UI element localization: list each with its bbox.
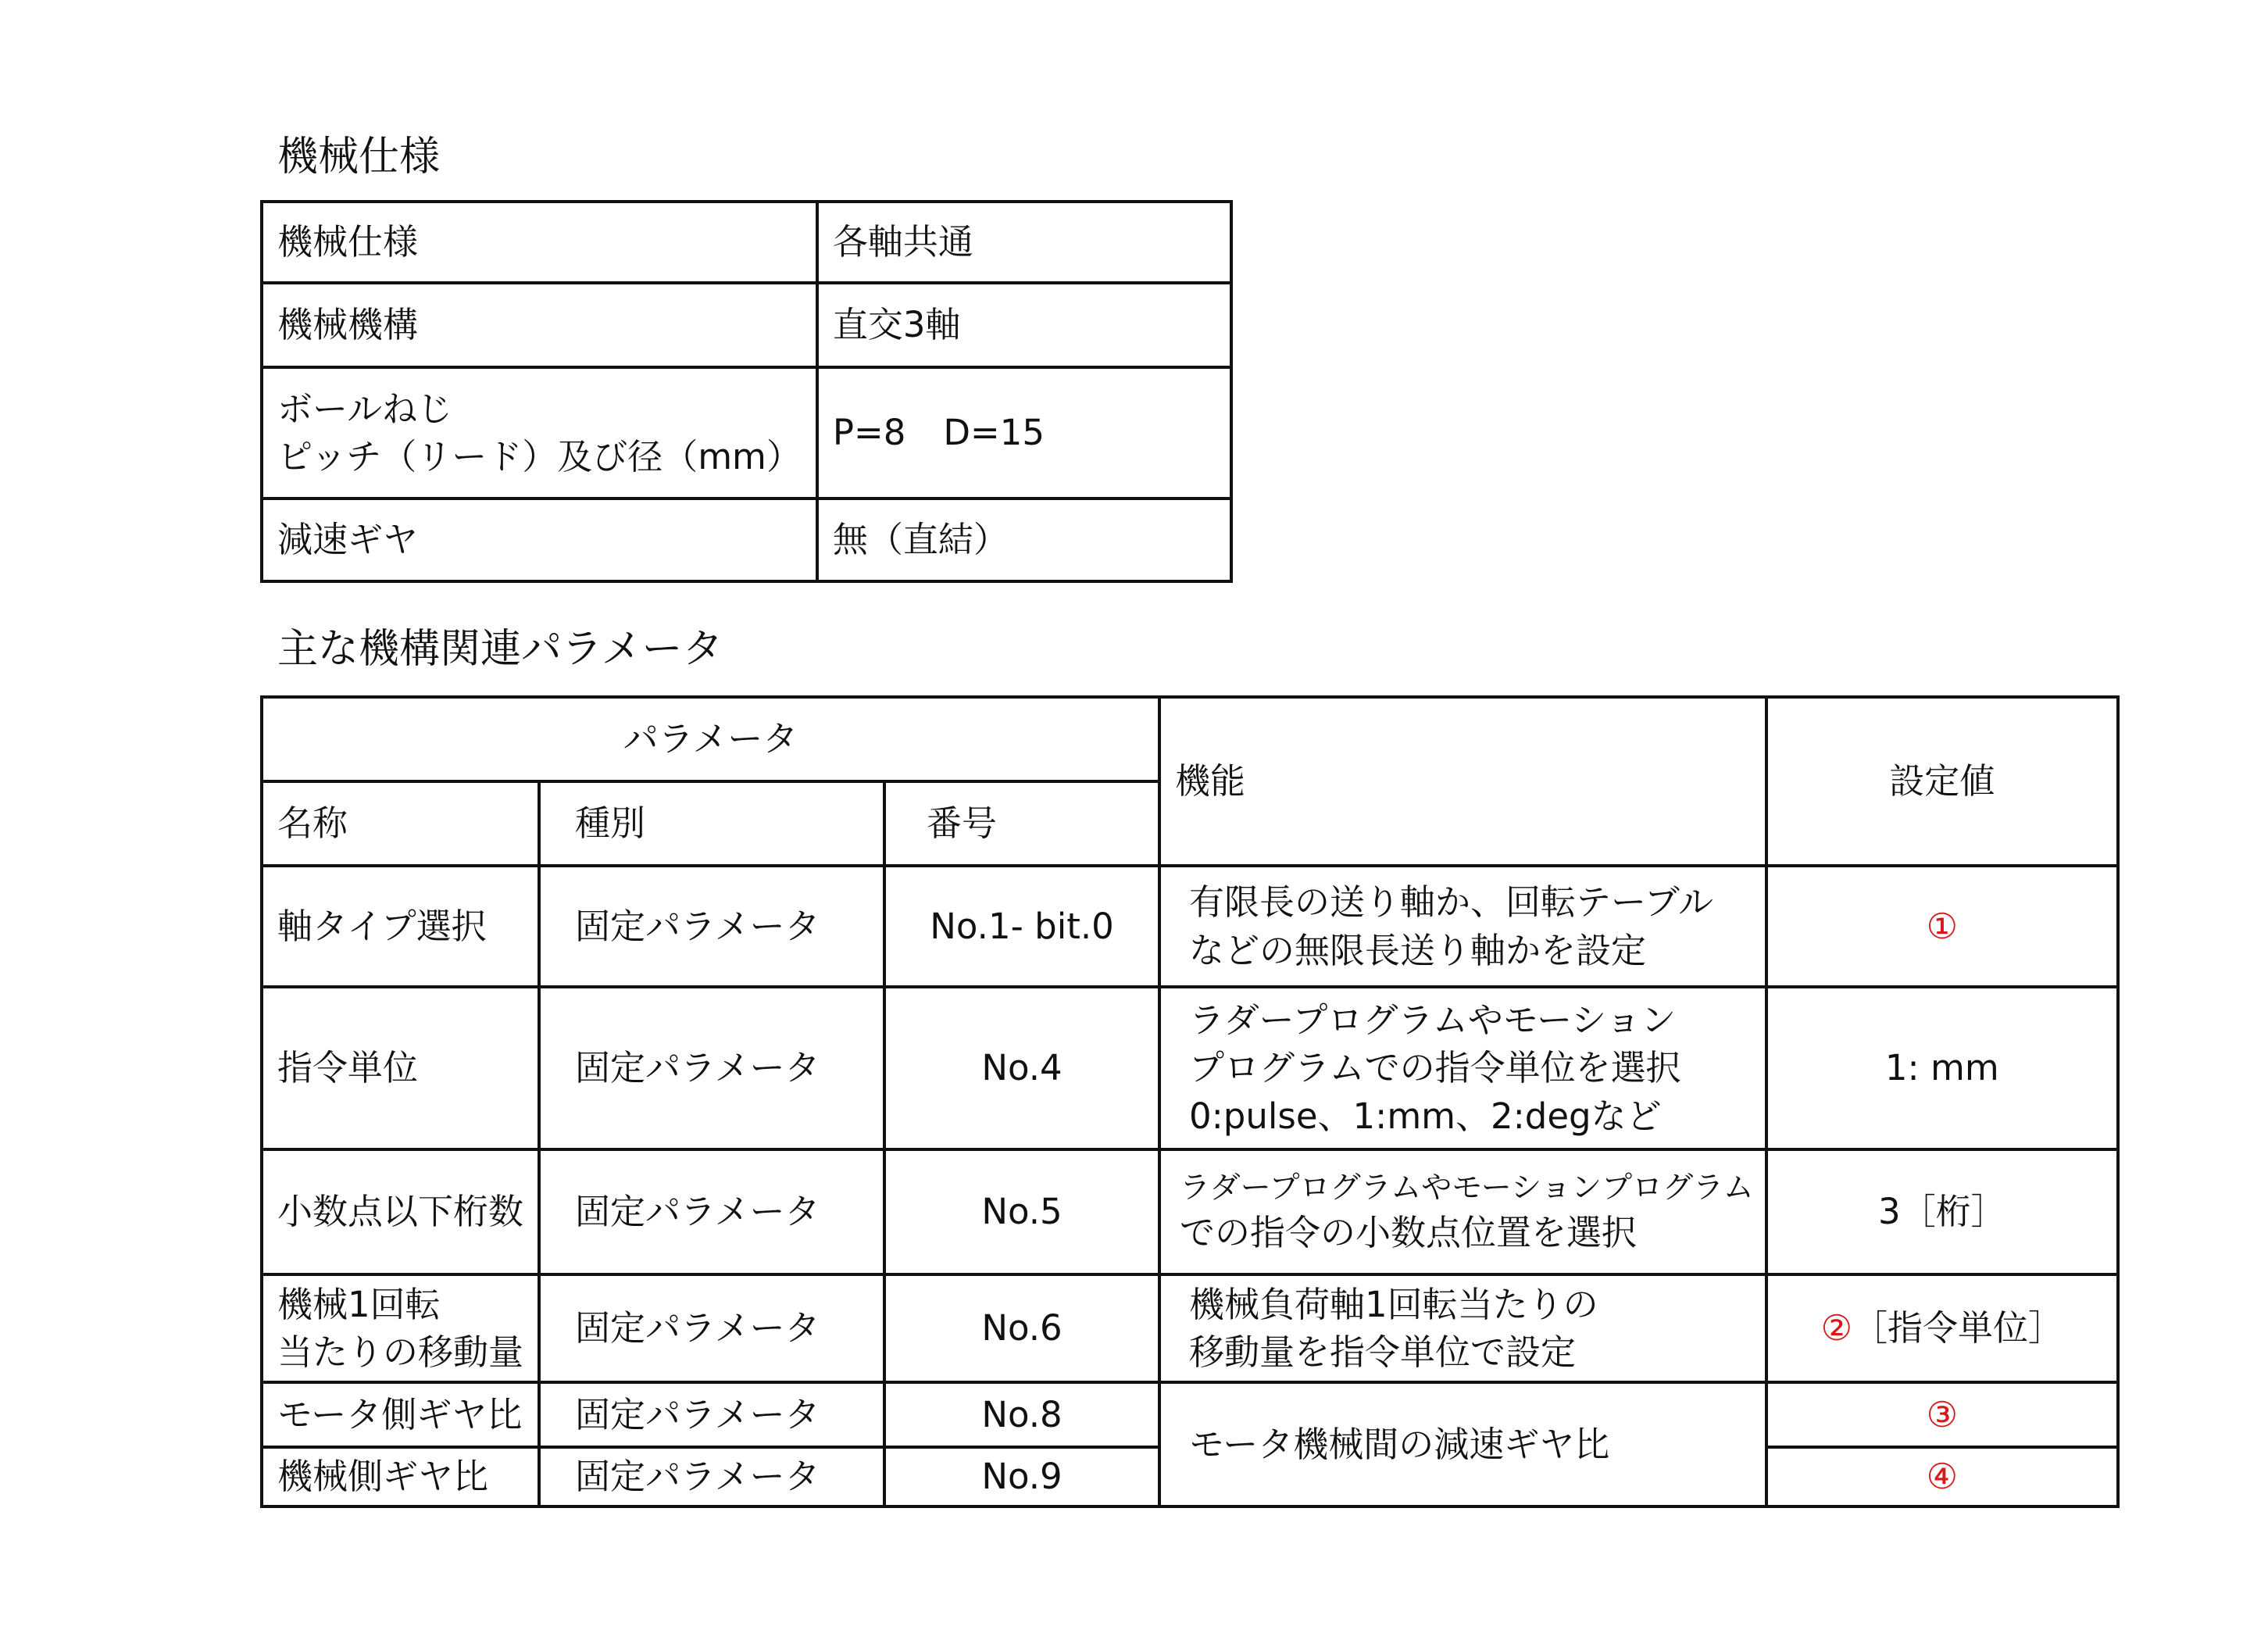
param-number-command-unit: No.4: [884, 987, 1159, 1149]
param-function-decimal-places-line2: での指令の小数点位置を選択: [1180, 1211, 1638, 1253]
param-function-command-unit-line3: 0:pulse、1:mm、2:degなど: [1189, 1095, 1662, 1137]
spec-label-ballscrew: [262, 367, 817, 499]
param-header-row1: [262, 697, 2118, 781]
spec-value-diameter: D=15: [943, 412, 1045, 454]
spec-label-mechanism: 機械機構: [262, 283, 817, 367]
param-setting-axis-type: [1766, 866, 2118, 987]
spec-label-ballscrew-line1: ボールねじ: [277, 388, 453, 430]
spec-header-label: 機械仕様: [262, 202, 817, 283]
spec-label-ballscrew-line2: ピッチ（リード）及び径（mm）: [277, 436, 802, 477]
param-function-travel-per-rev: [1159, 1274, 1766, 1382]
setting-mark-3: ③: [1926, 1393, 1958, 1435]
param-name-travel-per-rev-line1: 機械1回転: [277, 1283, 441, 1325]
param-header-parameter: パラメータ: [262, 697, 1159, 781]
param-kind-axis-type: 固定パラメータ: [539, 866, 884, 987]
param-setting-travel-per-rev: [1766, 1274, 2118, 1382]
param-function-travel-per-rev-line2: 移動量を指令単位で設定: [1189, 1331, 1577, 1373]
machine-spec-table: [260, 200, 1233, 583]
param-kind-travel-per-rev: 固定パラメータ: [539, 1274, 884, 1382]
param-number-axis-type: No.1- bit.0: [884, 866, 1159, 987]
param-kind-decimal-places: 固定パラメータ: [539, 1149, 884, 1274]
param-function-command-unit-line1: ラダープログラムやモーション: [1189, 999, 1677, 1042]
spec-value-mechanism: 直交3軸: [817, 283, 1231, 367]
param-header-number: 番号: [884, 781, 1159, 866]
param-name-command-unit: 指令単位: [262, 987, 539, 1149]
param-function-travel-per-rev-line1: 機械負荷軸1回転当たりの: [1189, 1283, 1598, 1325]
param-setting-machine-gear: [1766, 1447, 2118, 1506]
spec-header-value: 各軸共通: [817, 202, 1231, 283]
spec-value-pitch: P=8: [832, 412, 906, 454]
param-name-motor-gear: モータ側ギヤ比: [262, 1382, 539, 1447]
param-row-decimal-places: [262, 1149, 2118, 1274]
setting-mark-1: ①: [1926, 905, 1958, 947]
param-function-axis-type-line1: 有限長の送り軸か、回転テーブル: [1189, 881, 1713, 924]
spec-label-gear: 減速ギヤ: [262, 499, 817, 581]
param-function-gear-ratio: モータ機械間の減速ギヤ比: [1159, 1382, 1766, 1506]
spec-header-row: [262, 202, 1231, 283]
param-setting-decimal-places: 3［桁］: [1766, 1149, 2118, 1274]
param-row-command-unit: [262, 987, 2118, 1149]
param-name-travel-per-rev-line2: 当たりの移動量: [277, 1331, 524, 1373]
param-row-motor-gear: [262, 1382, 2118, 1447]
param-kind-command-unit: 固定パラメータ: [539, 987, 884, 1149]
param-name-travel-per-rev: [262, 1274, 539, 1382]
section-title-parameters: 主な機構関連パラメータ: [277, 626, 723, 673]
param-name-axis-type: 軸タイプ選択: [262, 866, 539, 987]
spec-row-gear: [262, 499, 1231, 581]
spec-row-mechanism: [262, 283, 1231, 367]
param-function-axis-type-line2: などの無限長送り軸かを設定: [1189, 929, 1647, 971]
param-function-decimal-places: [1159, 1149, 1766, 1274]
param-setting-motor-gear: [1766, 1382, 2118, 1447]
param-function-decimal-places-line1: ラダープログラムやモーションプログラム: [1180, 1170, 1754, 1206]
param-name-machine-gear: 機械側ギヤ比: [262, 1447, 539, 1506]
param-header-setting: 設定値: [1766, 697, 2118, 866]
param-number-motor-gear: No.8: [884, 1382, 1159, 1447]
param-number-machine-gear: No.9: [884, 1447, 1159, 1506]
param-number-travel-per-rev: No.6: [884, 1274, 1159, 1382]
param-function-axis-type: [1159, 866, 1766, 987]
param-number-decimal-places: No.5: [884, 1149, 1159, 1274]
param-row-travel-per-rev: [262, 1274, 2118, 1382]
param-function-command-unit: [1159, 987, 1766, 1149]
param-setting-command-unit: 1: mm: [1766, 987, 2118, 1149]
param-kind-motor-gear: 固定パラメータ: [539, 1382, 884, 1447]
param-header-kind: 種別: [539, 781, 884, 866]
param-header-name: 名称: [262, 781, 539, 866]
param-row-axis-type: [262, 866, 2118, 987]
section-title-machine-spec: 機械仕様: [277, 134, 441, 180]
setting-unit-command: ［指令単位］: [1852, 1307, 2063, 1349]
setting-mark-2: ②: [1820, 1307, 1852, 1349]
spec-value-ballscrew: [817, 367, 1231, 499]
param-name-decimal-places: 小数点以下桁数: [262, 1149, 539, 1274]
param-header-function: 機能: [1159, 697, 1766, 866]
param-function-command-unit-line2: プログラムでの指令単位を選択: [1189, 1047, 1681, 1089]
param-kind-machine-gear: 固定パラメータ: [539, 1447, 884, 1506]
spec-value-gear: 無（直結）: [817, 499, 1231, 581]
parameter-table: [260, 695, 2120, 1508]
setting-mark-4: ④: [1926, 1456, 1958, 1498]
spec-row-ballscrew: [262, 367, 1231, 499]
